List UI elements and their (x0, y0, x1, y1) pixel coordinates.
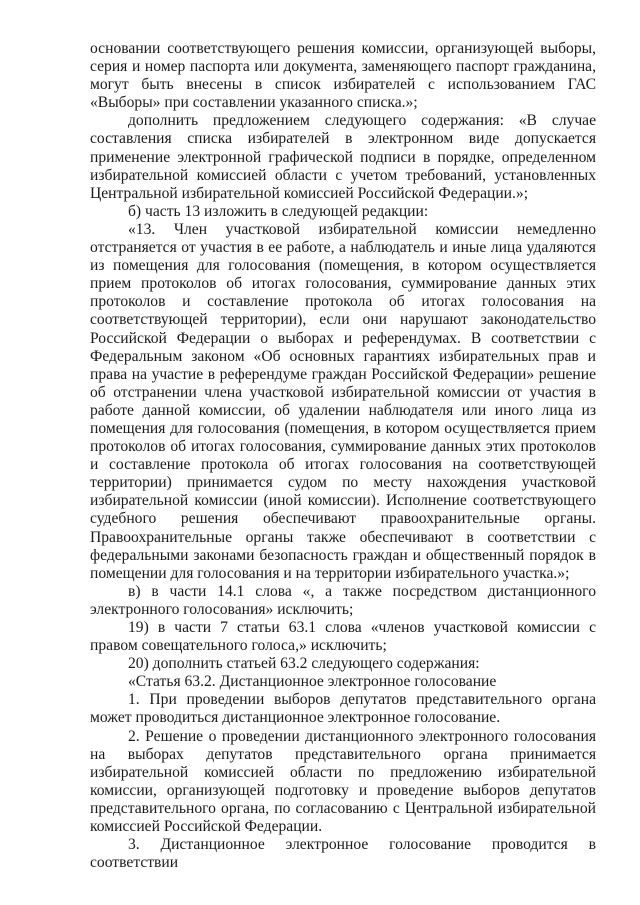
article-heading: «Статья 63.2. Дистанционное электронное голосование (128, 673, 497, 691)
paragraph-2: дополнить предложением следующего содержания: «В случае составления списка избирателей в электронном виде допускается применение электронной графической подписи в порядке, определенном избирательной комиссией области с учетом требований, установленных Центральной избирательной комиссией Российской Федерации.»; (90, 112, 596, 202)
paragraph-7: 20) дополнить статьей 63.2 следующего содержания: (128, 655, 480, 673)
paragraph-11: 3. Дистанционное электронное голосование проводится в соответствии (90, 836, 596, 872)
document-page (90, 40, 596, 872)
paragraph-9: 1. При проведении выборов депутатов представительного органа может проводиться дистанционное электронное голосование. (90, 691, 596, 727)
paragraph-3: б) часть 13 изложить в следующей редакции: (128, 202, 429, 220)
paragraph-6: 19) в части 7 статьи 63.1 слова «членов участковой комиссии с правом совещательного голоса,» исключить; (90, 619, 596, 655)
paragraph-1: основании соответствующего решения комиссии, организующей выборы, серия и номер паспорта или документа, заменяющего паспорт гражданина, могут быть внесены в список избирателей с использованием ГАС «Выборы» при составлении указанного списка.»; (90, 40, 596, 112)
paragraph-4: «13. Член участковой избирательной комиссии немедленно отстраняется от участия в ее работе, а наблюдатель и иные лица удаляются из помещения для голосования (помещения, в котором осуществляется прием протоколов об итогах голосования, суммирование данных этих протоколов и составление протокола об итогах голосования на соответствующей территории), если они нарушают законодательство Российской Федерации о выборах и референдумах. В соответствии с Федеральным законом «Об основных гарантиях избирательных прав и права на участие в референдуме граждан Российской Федерации» решение об отстранении члена участковой избирательной комиссии от участия в работе данной комиссии, об удалении наблюдателя или иного лица из помещения для голосования (помещения, в котором осуществляется прием протоколов об итогах голосования, суммирование данных этих протоколов и составление протокола об итогах голосования на соответствующей территории) принимается судом по месту нахождения участковой избирательной комиссии (иной комиссии). Исполнение соответствующего судебного решения обеспечивают правоохранительные органы. Правоохранительные органы также обеспечивают в соответствии с федеральными законами безопасность граждан и общественный порядок в помещении для голосования и на территории избирательного участка.»; (90, 220, 596, 582)
paragraph-5: в) в части 14.1 слова «, а также посредством дистанционного электронного голосования» исключить; (90, 582, 596, 618)
paragraph-10: 2. Решение о проведении дистанционного электронного голосования на выборах депутатов представительного органа принимается избирательной комиссией области по предложению избирательной комиссии, организующей подготовку и проведение выборов депутатов представительного органа, по согласованию с Центральной избирательной комиссией Российской Федерации. (90, 727, 596, 836)
